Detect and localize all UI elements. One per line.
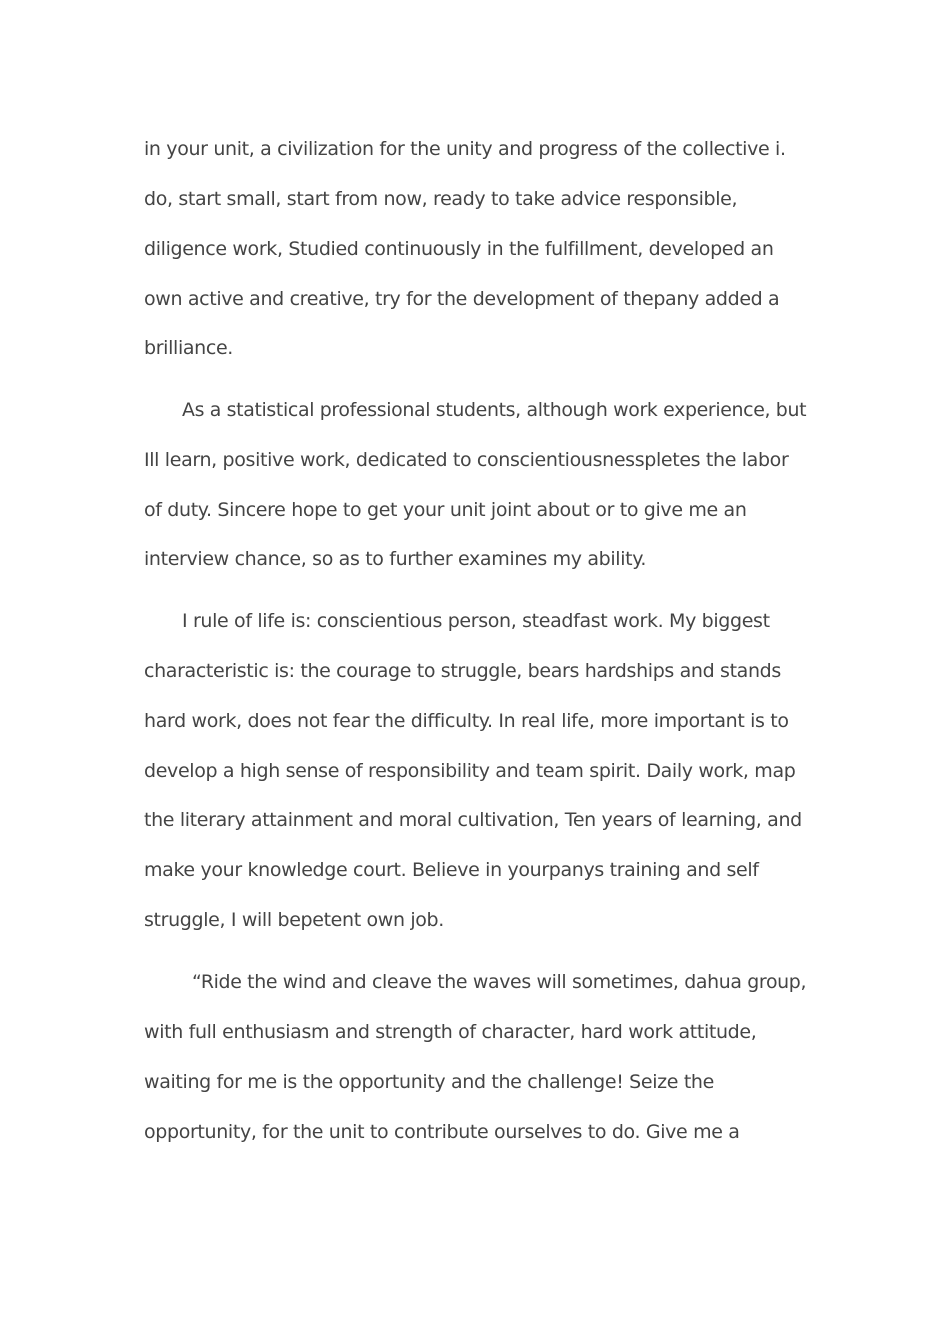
text-line: in your unit, a civilization for the unity and progress of the collective i.	[144, 138, 786, 160]
text-line: characteristic is: the courage to struggle, bears hardships and stands	[144, 660, 781, 682]
text-line: with full enthusiasm and strength of character, hard work attitude,	[144, 1021, 757, 1043]
text-line: own active and creative, try for the development of thepany added a	[144, 288, 780, 310]
text-line: interview chance, so as to further examines my ability.	[144, 548, 647, 570]
text-line: of duty. Sincere hope to get your unit joint about or to give me an	[144, 499, 747, 521]
text-line: do, start small, start from now, ready to take advice responsible,	[144, 188, 738, 210]
text-line: opportunity, for the unit to contribute ourselves to do. Give me a	[144, 1121, 740, 1143]
text-line: As a statistical professional students, although work experience, but	[182, 399, 807, 421]
text-line: struggle, I will bepetent own job.	[144, 909, 444, 931]
text-line: waiting for me is the opportunity and the challenge! Seize the	[144, 1071, 714, 1093]
text-line: brilliance.	[144, 337, 233, 359]
text-line: make your knowledge court. Believe in yourpanys training and self	[144, 859, 759, 881]
text-line: develop a high sense of responsibility and team spirit. Daily work, map	[144, 760, 796, 782]
text-line: I rule of life is: conscientious person, steadfast work. My biggest	[182, 610, 770, 632]
text-line: the literary attainment and moral cultivation, Ten years of learning, and	[144, 809, 802, 831]
text-line: diligence work, Studied continuously in the fulfillment, developed an	[144, 238, 774, 260]
text-line: Ill learn, positive work, dedicated to conscientiousnesspletes the labor	[144, 449, 789, 471]
text-line: “Ride the wind and cleave the waves will sometimes, dahua group,	[192, 971, 807, 993]
text-line: hard work, does not fear the difficulty. In real life, more important is to	[144, 710, 789, 732]
